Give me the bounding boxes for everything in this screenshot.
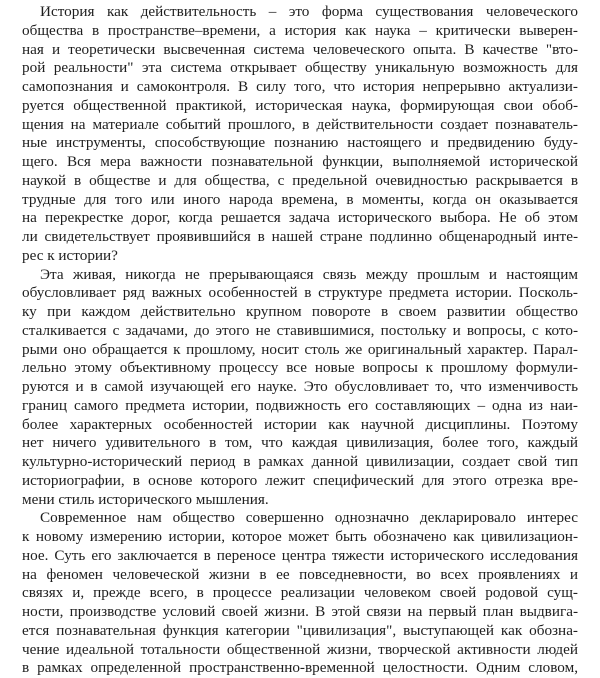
text-line: нет ничего удивительного в том, что каждая цивилизация, более того, каждый xyxy=(22,434,578,452)
paragraph-1 xyxy=(22,3,578,266)
text-line: на перекрестке дорог, когда решается задача исторического выбора. Не об этом xyxy=(22,209,578,227)
text-line: культурно-исторический период в рамках данной цивилизации, создает свой тип xyxy=(22,453,578,470)
text-line: ку при каждом действительно крупном повороте в своем развитии общество xyxy=(22,303,578,320)
text-line: рес к истории? xyxy=(22,246,118,264)
text-line: наукой в обществе и для общества, с предельной очевидностью раскрывается в xyxy=(22,171,578,189)
text-line: щего. Вся мера важности познавательной функции, выполняемой исторической xyxy=(22,153,578,170)
text-line: общества в пространстве–времени, а история как наука – критически выверен- xyxy=(22,21,578,39)
text-line: самопознания и самоконтроля. В силу того, что история непрерывно актуализи- xyxy=(22,78,578,95)
text-line: История как действительность – это форма существования человеческого xyxy=(40,3,578,20)
text-line: трудные для того или иного народа времена, в моменты, когда он оказывается xyxy=(22,190,578,208)
text-line: Эта живая, никогда не прерывающаяся связь между прошлым и настоящим xyxy=(40,265,578,283)
text-line: мени стиль исторического мышления. xyxy=(22,490,269,508)
document-page xyxy=(22,3,578,678)
text-line: руются и в самой изучающей его науке. Это обусловливает то, что изменчивость xyxy=(22,378,578,395)
text-line: руется общественной практикой, историческая наука, формирующая свои обоб- xyxy=(22,96,578,114)
text-line: чение идеальной тотальности общественной жизни, творческой активности людей xyxy=(22,640,578,658)
text-line: рыми оно обращается к прошлому, носит столь же оригинальный характер. Парал- xyxy=(22,340,578,358)
text-line: к новому измерению истории, которое может быть обозначено как цивилизацион- xyxy=(22,528,578,545)
text-line: рой реальности" эта система открывает обществу уникальную возможность для xyxy=(22,59,578,77)
text-line: ное. Суть его заключается в переносе центра тяжести исторического исследования xyxy=(22,546,578,564)
text-line: историографии, в основе которого лежит специфический для этого отрезка вре- xyxy=(22,471,578,489)
text-line: ности, производстве условий своей жизни. В этой связи на первый план выдвига- xyxy=(22,603,578,620)
text-line: щения на материале событий прошлого, в действительности создает познаватель- xyxy=(22,115,578,133)
text-line: связях и, прежде всего, в процессе реализации человеком своей родовой сущ- xyxy=(22,584,578,602)
text-line: лельно этому объективному процессу все новые вопросы к прошлому формули- xyxy=(22,359,578,377)
text-line: Современное нам общество совершенно однозначно декларировало интерес xyxy=(40,509,578,527)
paragraph-3 xyxy=(22,509,578,678)
text-line: ется познавательная функция категории "цивилизация", выступающей как обозна- xyxy=(22,621,578,639)
text-line: ная и теоретически высвеченная система человеческого опыта. В качестве "вто- xyxy=(22,40,578,58)
text-line: более характерных особенностей истории как научной дисциплины. Поэтому xyxy=(22,415,578,433)
text-line: ные инструменты, способствующие познанию настоящего и предвидению буду- xyxy=(22,134,578,152)
text-line: обусловливает ряд важных особенностей в структуре предмета истории. Посколь- xyxy=(22,284,578,302)
text-line: сталкивается с задачами, до этого не ставившимися, постольку и вопросы, с кото- xyxy=(22,321,578,339)
text-line: ли свидетельствует проявившийся в нашей стране подлинно общенародный инте- xyxy=(22,228,578,245)
text-line: в рамках определенной пространственно-временной целостности. Одним словом, xyxy=(22,659,578,677)
paragraph-2 xyxy=(22,266,578,510)
text-line: границ самого предмета истории, подвижность его составляющих – одна из наи- xyxy=(22,396,578,414)
text-line: на феномен человеческой жизни в ее повседневности, во всех проявлениях и xyxy=(22,565,578,583)
